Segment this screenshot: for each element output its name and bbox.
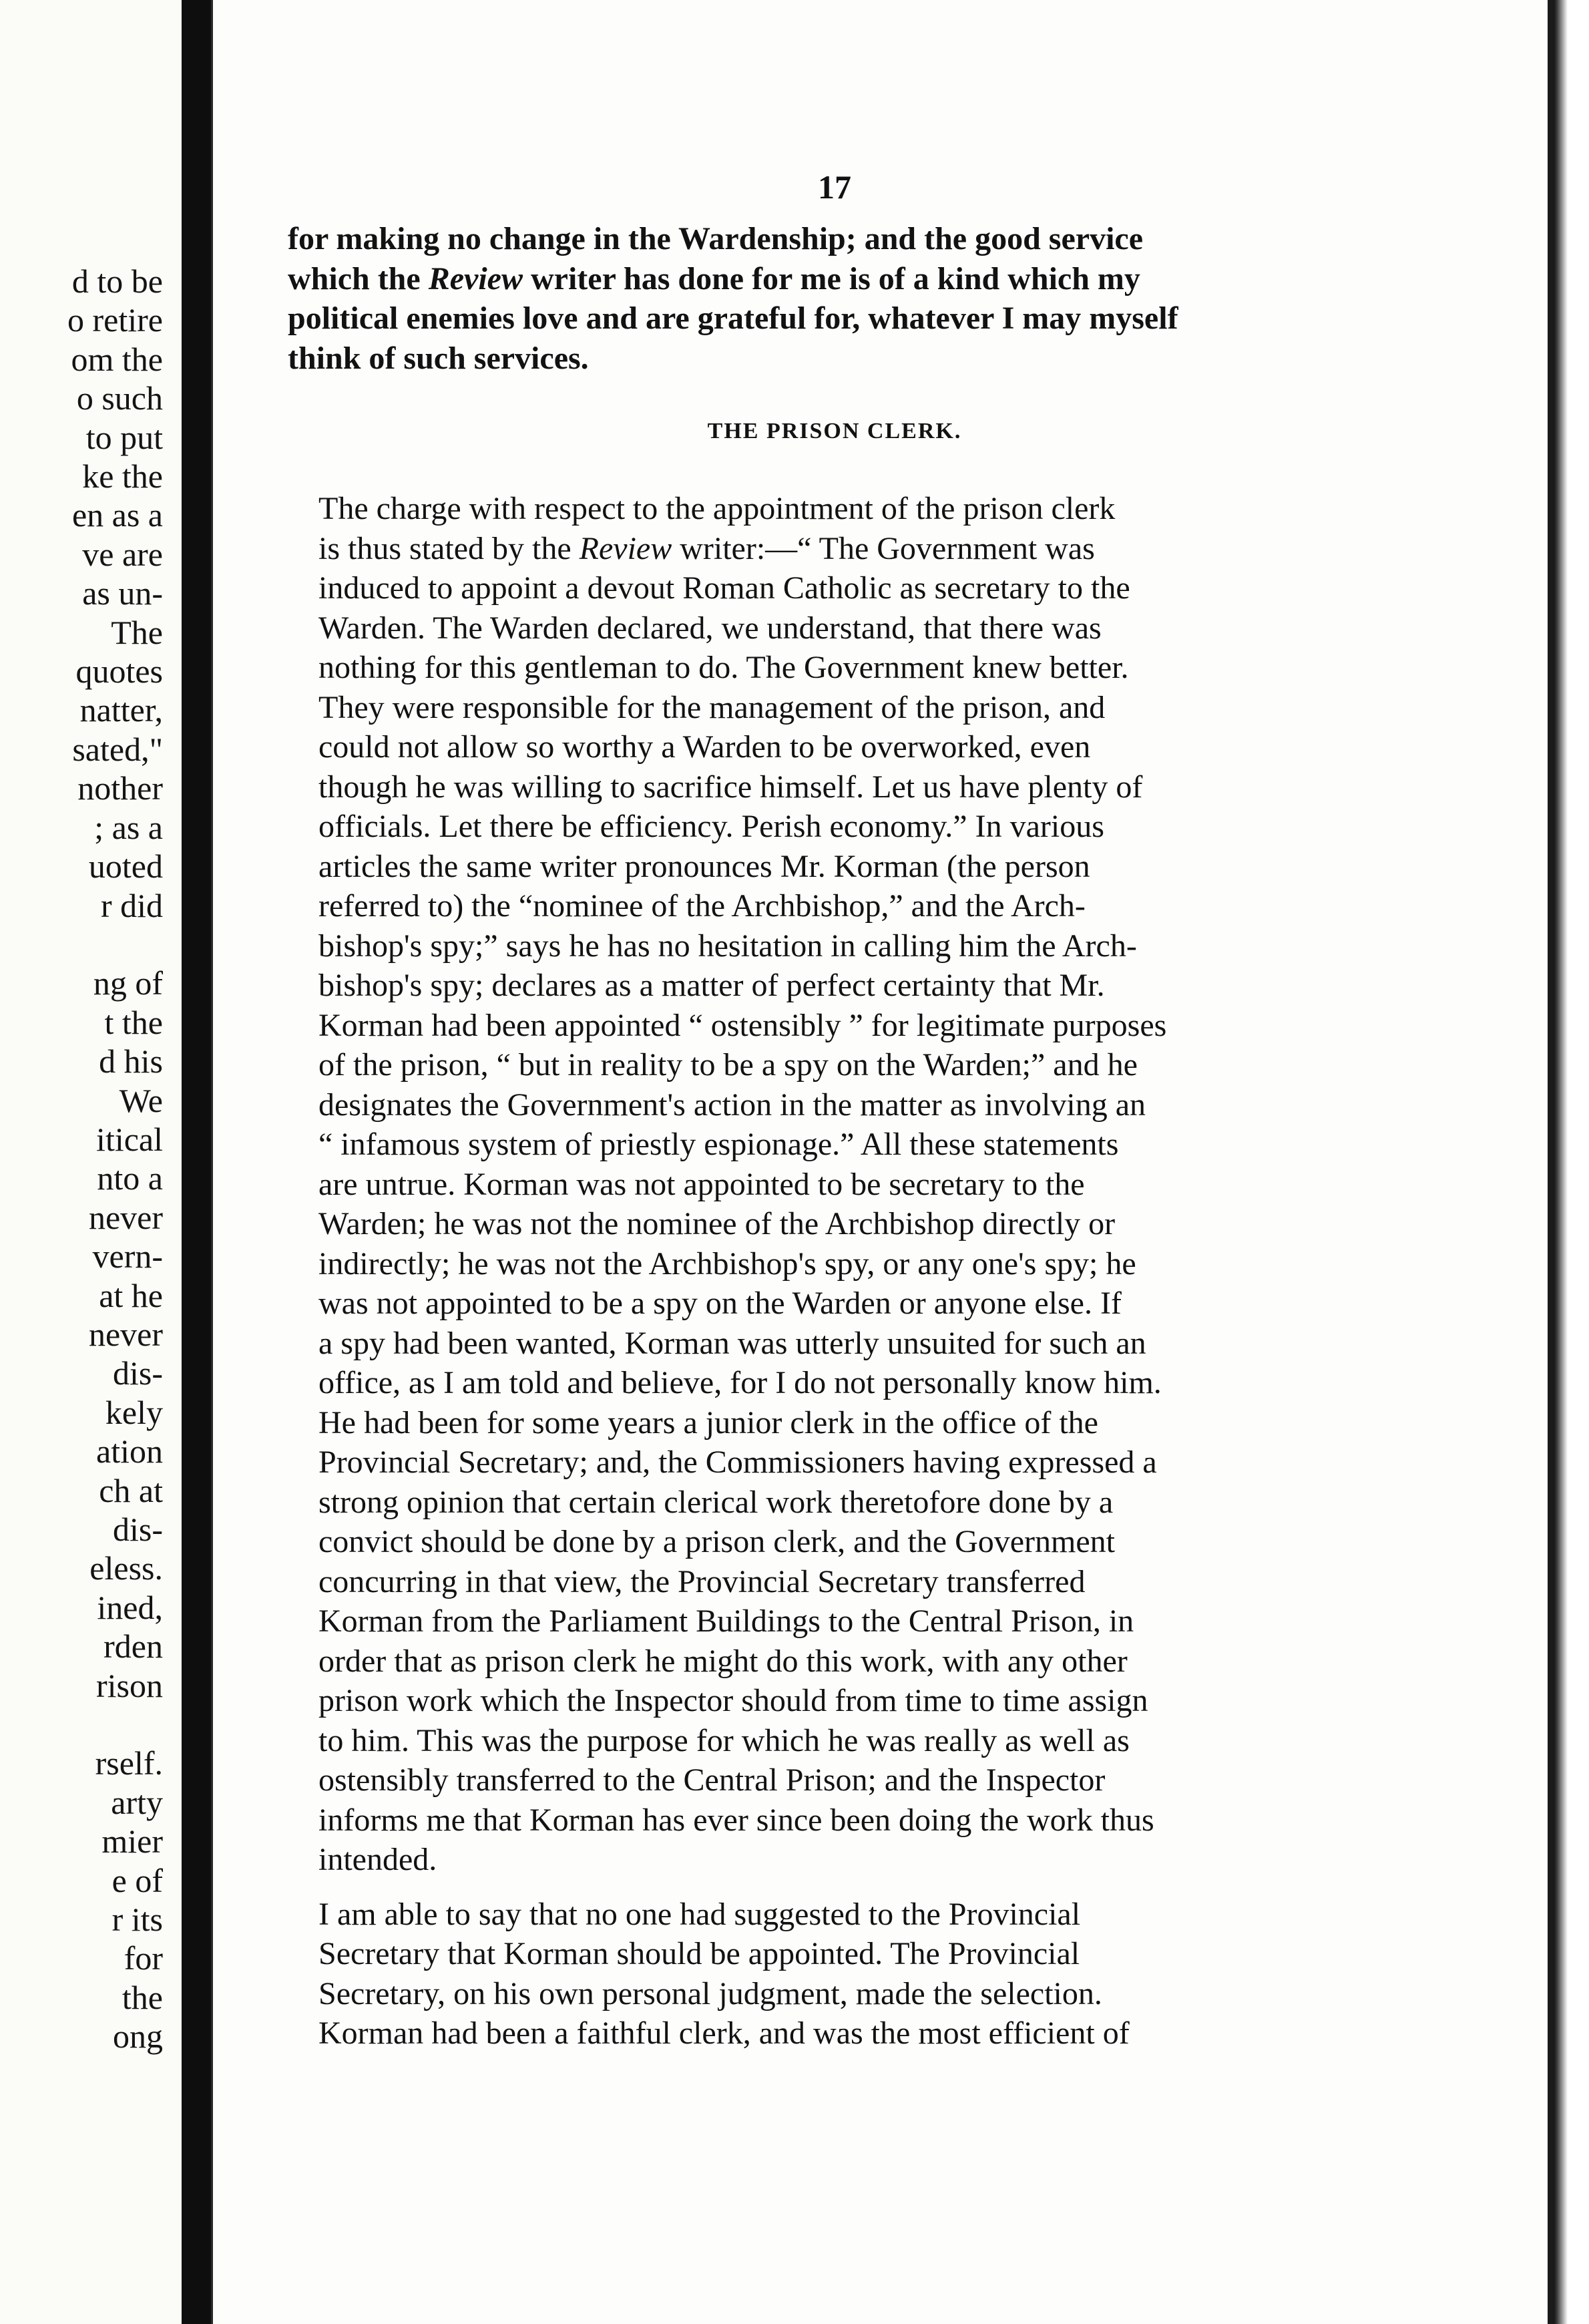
text-line: r did (100, 886, 163, 924)
text-line: dis- (113, 1511, 163, 1548)
section-heading: THE PRISON CLERK. (707, 419, 962, 443)
text-line: could not allow so worthy a Warden to be overworked, even (318, 729, 1091, 765)
text-line: Secretary that Korman should be appointed. The Provincial (318, 1936, 1080, 1971)
text-line: articles the same writer pronounces Mr. Korman (the person (318, 848, 1090, 884)
paragraph-prison-clerk-charge (288, 489, 1381, 1880)
text-line: sated," (72, 730, 163, 768)
text-line: a spy had been wanted, Korman was utterly unsuited for such an (318, 1325, 1146, 1361)
text-line: officials. Let there be efficiency. Perish economy.” In various (318, 809, 1104, 844)
text-line: was not appointed to be a spy on the Warden or anyone else. If (318, 1286, 1122, 1321)
text-line: ong (113, 2017, 163, 2056)
text-line: itical (96, 1120, 163, 1158)
text-line (0, 1705, 163, 1744)
text-line: rself. (95, 1744, 163, 1782)
left-facing-page (0, 0, 182, 2324)
text-line: Warden; he was not the nominee of the Archbishop directly or (318, 1206, 1116, 1241)
text-line: dis- (113, 1354, 163, 1392)
text-line: Secretary, on his own personal judgment, made the selection. (318, 1975, 1102, 2011)
text-line: of the prison, “ but in reality to be a spy on the Warden;” and he (318, 1047, 1138, 1083)
text-line: political enemies love and are grateful for, whatever I may myself (288, 301, 1178, 336)
text-line: ; as a (94, 808, 163, 846)
text-line: designates the Government's action in the matter as involving an (318, 1087, 1146, 1123)
text-line: convict should be done by a prison clerk, and the Government (318, 1524, 1116, 1559)
text-line: are untrue. Korman was not appointed to be secretary to the (318, 1166, 1085, 1202)
text-line: Korman had been a faithful clerk, and was the most efficient of (318, 2015, 1130, 2051)
text-line: Korman had been appointed “ ostensibly ” for legitimate purposes (318, 1007, 1167, 1043)
text-line: He had been for some years a junior clerk in the office of the (318, 1404, 1098, 1440)
text-line: though he was willing to sacrifice himself. Let us have plenty of (318, 769, 1143, 805)
page-edge-shadow (1548, 0, 1589, 2324)
text-line: o retire (67, 301, 163, 339)
right-page (211, 0, 1550, 2324)
text-line: strong opinion that certain clerical work theretofore done by a (318, 1484, 1114, 1520)
text-line: bishop's spy;” says he has no hesitation in calling him the Arch- (318, 928, 1137, 964)
text-line: office, as I am told and believe, for I do not personally know him. (318, 1365, 1162, 1400)
text-line: ng of (93, 964, 163, 1002)
text-line: uoted (88, 847, 163, 886)
text-line: ation (96, 1432, 163, 1471)
text-line: eless. (89, 1549, 163, 1587)
paragraph-gap (288, 1880, 1381, 1895)
text-line (0, 925, 163, 964)
text-line: intended. (318, 1842, 437, 1877)
text-line: never (88, 1198, 163, 1236)
text-line: referred to) the “nominee of the Archbishop,” and the Arch- (318, 888, 1086, 924)
text-line: ch at (99, 1471, 163, 1509)
left-page-cropped-text (0, 262, 163, 2056)
text-line: at he (99, 1276, 163, 1314)
text-line: ostensibly transferred to the Central Prison; and the Inspector (318, 1762, 1106, 1798)
text-line: as un- (82, 574, 163, 612)
text-line: to him. This was the purpose for which he was really as well as (318, 1722, 1130, 1758)
text-line: o such (76, 379, 163, 417)
opening-paragraph (288, 219, 1381, 378)
book-gutter (182, 0, 211, 2324)
text-line: The (111, 613, 163, 651)
text-line: nothing for this gentleman to do. The Government knew better. (318, 650, 1129, 685)
text-line: which the Review writer has done for me is of a kind which my (288, 260, 1140, 297)
text-line: rden (103, 1627, 163, 1666)
text-line: “ infamous system of priestly espionage.” All these statements (318, 1127, 1119, 1162)
text-line: ve are (82, 535, 163, 573)
text-line: We (119, 1081, 163, 1119)
text-line: rison (96, 1666, 163, 1704)
text-line: t the (104, 1003, 163, 1041)
page-number: 17 (818, 168, 851, 206)
text-line: induced to appoint a devout Roman Catholic as secretary to the (318, 570, 1130, 606)
text-line: informs me that Korman has ever since been doing the work thus (318, 1802, 1154, 1838)
text-line: en as a (71, 496, 163, 534)
text-line: d his (99, 1042, 163, 1081)
text-line: nother (77, 769, 163, 807)
text-line: natter, (79, 691, 163, 729)
text-line: is thus stated by the Review writer:—“ The Government was (318, 530, 1095, 566)
text-line: Warden. The Warden declared, we understand, that there was (318, 610, 1102, 646)
text-line: to put (85, 418, 163, 456)
text-line: kely (105, 1393, 163, 1431)
text-line: never (88, 1315, 163, 1353)
text-line: arty (111, 1783, 163, 1821)
paragraph-korman-selection (288, 1895, 1381, 2054)
text-line: bishop's spy; declares as a matter of perfect certainty that Mr. (318, 968, 1105, 1003)
text-line: indirectly; he was not the Archbishop's spy, or any one's spy; he (318, 1245, 1136, 1282)
text-line: vern- (92, 1237, 163, 1276)
text-line: order that as prison clerk he might do this work, with any other (318, 1643, 1128, 1679)
text-line: They were responsible for the management of the prison, and (318, 689, 1106, 725)
text-line: ined, (97, 1588, 163, 1626)
text-line: ke the (82, 457, 163, 496)
text-line: mier (101, 1822, 163, 1861)
text-line: prison work which the Inspector should from time to time assign (318, 1683, 1148, 1718)
text-line: I am able to say that no one had suggested to the Provincial (318, 1896, 1081, 1932)
text-line: think of such services. (288, 340, 589, 376)
text-line: r its (111, 1901, 163, 1939)
text-line: Provincial Secretary; and, the Commissioners having expressed a (318, 1444, 1157, 1480)
text-line: The charge with respect to the appointment of the prison clerk (318, 491, 1116, 526)
text-line: nto a (97, 1159, 163, 1197)
text-line: om the (71, 340, 163, 378)
text-line: concurring in that view, the Provincial Secretary transferred (318, 1563, 1086, 1599)
text-line: e of (111, 1861, 163, 1899)
text-line: d to be (71, 262, 163, 300)
text-line: quotes (75, 652, 163, 691)
text-line: for making no change in the Wardenship; and the good service (288, 221, 1144, 256)
text-line: the (122, 1978, 163, 2016)
text-line: Korman from the Parliament Buildings to the Central Prison, in (318, 1603, 1134, 1639)
page-content (288, 167, 1381, 2054)
text-line: for (124, 1939, 163, 1977)
